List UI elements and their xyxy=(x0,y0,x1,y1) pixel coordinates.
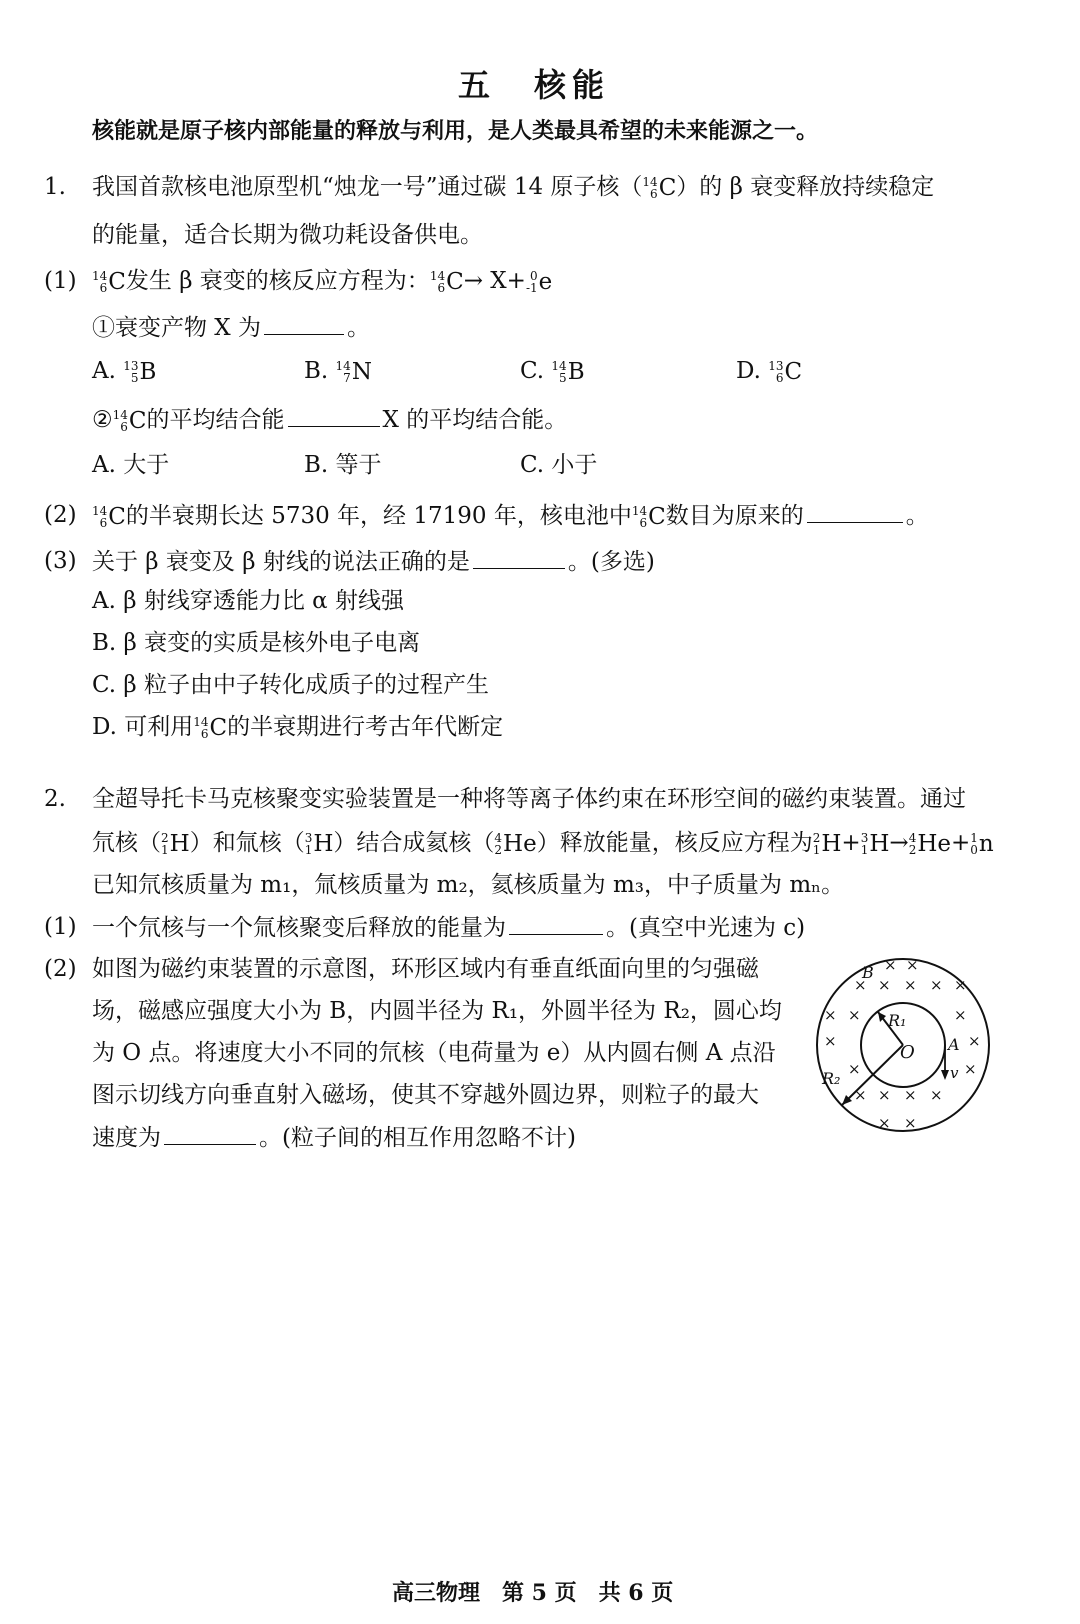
q1-choice-b: B. 14 7 N xyxy=(304,358,372,385)
q2-stem-line2: 氘核（ 2 1 H ）和氚核（ 3 1 H ）结合成氦核（ 4 2 He ）释放能量，核反应方程为 2 1 H + 3 1 H → 4 2 He + 1 0 n xyxy=(92,830,994,857)
magnetic-confinement-figure xyxy=(808,950,998,1140)
label-a: A xyxy=(948,1035,960,1054)
svg-text:×: × xyxy=(824,1006,837,1024)
q1-choice2-b: B. 等于 xyxy=(304,452,382,478)
q2-stem-line3: 已知氘核质量为 m₁，氚核质量为 m₂，氦核质量为 m₃，中子质量为 mₙ。 xyxy=(92,872,845,898)
svg-text:×: × xyxy=(904,1114,917,1132)
q2-part2-line2: 场，磁感应强度大小为 B，内圆半径为 R₁，外圆半径为 R₂，圆心均 xyxy=(92,998,782,1024)
svg-text:×: × xyxy=(904,976,917,994)
q1-option-a: A. β 射线穿透能力比 α 射线强 xyxy=(92,588,404,614)
q1-choice-a: A. 13 5 B xyxy=(92,358,157,385)
svg-text:×: × xyxy=(884,956,897,974)
q2-stem-line1: 全超导托卡马克核聚变实验装置是一种将等离子体约束在环形空间的磁约束装置。通过 xyxy=(92,786,966,812)
q1-choice-c: C. 14 5 B xyxy=(520,358,585,385)
svg-text:×: × xyxy=(954,1006,967,1024)
q1-option-c: C. β 粒子由中子转化成质子的过程产生 xyxy=(92,672,490,698)
q1-stem-line2: 的能量，适合长期为微功耗设备供电。 xyxy=(92,222,483,248)
intro-text: 核能就是原子核内部能量的释放与利用，是人类最具希望的未来能源之一。 xyxy=(92,118,819,144)
svg-text:×: × xyxy=(848,1060,861,1078)
q2-part2-label: (2) xyxy=(44,956,77,982)
q1-part2-label: (2) xyxy=(44,502,77,528)
answer-blank xyxy=(807,500,903,523)
q2-part2-line3: 为 O 点。将速度大小不同的氘核（电荷量为 e）从内圆右侧 A 点沿 xyxy=(92,1040,776,1066)
label-b: B xyxy=(862,963,874,982)
q2-part2-line1: 如图为磁约束装置的示意图，环形区域内有垂直纸面向里的匀强磁 xyxy=(92,956,759,982)
q1-part2-text: 14 6 C 的半衰期长达 5730 年，经 17190 年，核电池中 14 6 C 数目为原来的 。 xyxy=(92,500,929,532)
q1-part3-stem: 关于 β 衰变及 β 射线的说法正确的是 。(多选) xyxy=(92,546,655,577)
q1-choice2-a: A. 大于 xyxy=(92,452,170,478)
svg-text:×: × xyxy=(854,1086,867,1104)
svg-text:×: × xyxy=(930,976,943,994)
label-o: O xyxy=(900,1042,915,1063)
svg-text:×: × xyxy=(824,1032,837,1050)
q2-part2-line5: 速度为 。(粒子间的相互作用忽略不计) xyxy=(92,1122,576,1153)
answer-blank xyxy=(164,1122,256,1145)
label-r1: R₁ xyxy=(888,1011,907,1030)
q2-number: 2. xyxy=(44,786,66,812)
q1-part1-equation: 14 6 C 发生 β 衰变的核反应方程为： 14 6 C → X+ 0 -1 e xyxy=(92,268,553,295)
q1-number: 1. xyxy=(44,174,66,200)
svg-text:×: × xyxy=(954,976,967,994)
svg-text:×: × xyxy=(968,1032,981,1050)
label-v: v xyxy=(950,1064,959,1082)
q1-choice2-c: C. 小于 xyxy=(520,452,598,478)
svg-text:×: × xyxy=(848,1006,861,1024)
svg-text:×: × xyxy=(906,956,919,974)
page-title: 五 核能 xyxy=(458,66,611,104)
q2-part2-line4: 图示切线方向垂直射入磁场，使其不穿越外圆边界，则粒子的最大 xyxy=(92,1082,759,1108)
svg-text:×: × xyxy=(964,1060,977,1078)
label-r2: R₂ xyxy=(822,1069,841,1088)
q1-choice-d: D. 13 6 C xyxy=(736,358,803,385)
answer-blank xyxy=(509,912,603,935)
q2-part1-label: (1) xyxy=(44,914,77,940)
answer-blank xyxy=(473,546,565,569)
svg-text:×: × xyxy=(930,1086,943,1104)
answer-blank xyxy=(288,404,380,427)
page-footer: 高三物理 第 5 页 共 6 页 xyxy=(392,1580,674,1606)
svg-text:×: × xyxy=(878,976,891,994)
svg-text:×: × xyxy=(878,1114,891,1132)
nuclide-c14: 14 6 C xyxy=(642,175,677,201)
q1-part3-label: (3) xyxy=(44,548,77,574)
q1-sub1: ①衰变产物 X 为 。 xyxy=(92,312,370,343)
q1-stem-line1: 我国首款核电池原型机“烛龙一号”通过碳 14 原子核（ 14 6 C ）的 β 衰变释放持续稳定 xyxy=(92,174,935,201)
q1-sub2: ② 14 6 C 的平均结合能 X 的平均结合能。 xyxy=(92,404,567,436)
q1-option-b: B. β 衰变的实质是核外电子电离 xyxy=(92,630,421,656)
q1-part1-label: (1) xyxy=(44,268,77,294)
svg-text:×: × xyxy=(904,1086,917,1104)
svg-text:×: × xyxy=(878,1086,891,1104)
svg-text:×: × xyxy=(854,976,867,994)
answer-blank xyxy=(264,312,344,335)
q1-option-d: D. 可利用 14 6 C 的半衰期进行考古年代断定 xyxy=(92,714,504,741)
q2-part1-text: 一个氘核与一个氚核聚变后释放的能量为 。(真空中光速为 c) xyxy=(92,912,805,943)
